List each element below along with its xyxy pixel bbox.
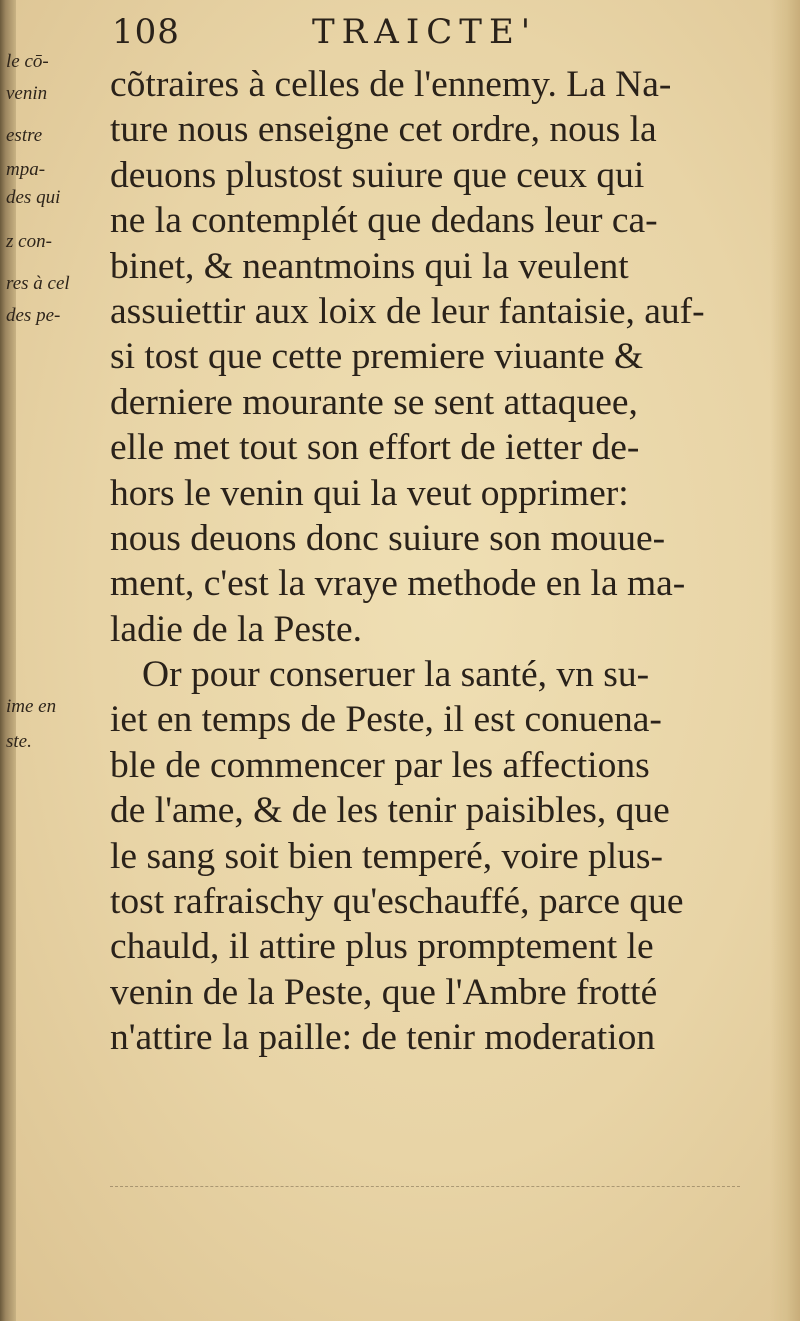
text-line: binet, & neantmoins qui la veulent (110, 245, 629, 287)
margin-note: res à cel (6, 273, 70, 294)
margin-note: ime en (6, 696, 57, 717)
text-line: derniere mourante se sent attaquee, (110, 381, 638, 423)
margin-note: ste. (6, 731, 32, 752)
body-text (110, 62, 750, 1061)
page-edge-shadow (770, 0, 800, 1321)
text-line: hors le venin qui la veut opprimer: (110, 472, 629, 514)
text-line: si tost que cette premiere viuante & (110, 336, 644, 378)
running-title: TRAICTE' (312, 12, 538, 52)
margin-note: mpa- (6, 159, 46, 180)
text-line: de l'ame, & de les tenir paisibles, que (110, 790, 670, 832)
margin-note: des qui (6, 187, 61, 208)
text-line: ment, c'est la vraye methode en la ma- (110, 563, 686, 605)
margin-note: estre (6, 125, 43, 146)
margin-note: des pe- (6, 305, 61, 326)
margin-note: venin (6, 83, 48, 104)
text-line: nous deuons donc suiure son mouue- (110, 517, 666, 559)
text-line: elle met tout son effort de ietter de- (110, 427, 640, 469)
text-line: chauld, il attire plus promptement le (110, 926, 654, 968)
text-line: n'attire la paille: de tenir moderation (110, 1017, 656, 1059)
page-number: 108 (112, 12, 180, 52)
text-line: ne la contemplét que dedans leur ca- (110, 200, 658, 242)
text-line: le sang soit bien temperé, voire plus- (110, 835, 663, 877)
text-line: ladie de la Peste. (110, 608, 362, 650)
margin-note: le cō- (6, 51, 49, 72)
text-line: assuiettir aux loix de leur fantaisie, auf- (110, 290, 705, 332)
bottom-dashed-line (110, 1186, 740, 1187)
text-line: ture nous enseigne cet ordre, nous la (110, 109, 657, 151)
text-line: venin de la Peste, que l'Ambre frotté (110, 971, 658, 1013)
margin-note: z con- (6, 231, 52, 252)
text-line: cõtraires à celles de l'ennemy. La Na- (110, 64, 672, 105)
text-line: ble de commencer par les affections (110, 744, 650, 786)
text-line: tost rafraischy qu'eschauffé, parce que (110, 881, 684, 923)
paragraph-start-line: Or pour conseruer la santé, vn su- (142, 654, 650, 696)
text-line: deuons plustost suiure que ceux qui (110, 154, 645, 196)
running-head (112, 12, 752, 62)
text-line: iet en temps de Peste, il est conuena- (110, 699, 662, 741)
